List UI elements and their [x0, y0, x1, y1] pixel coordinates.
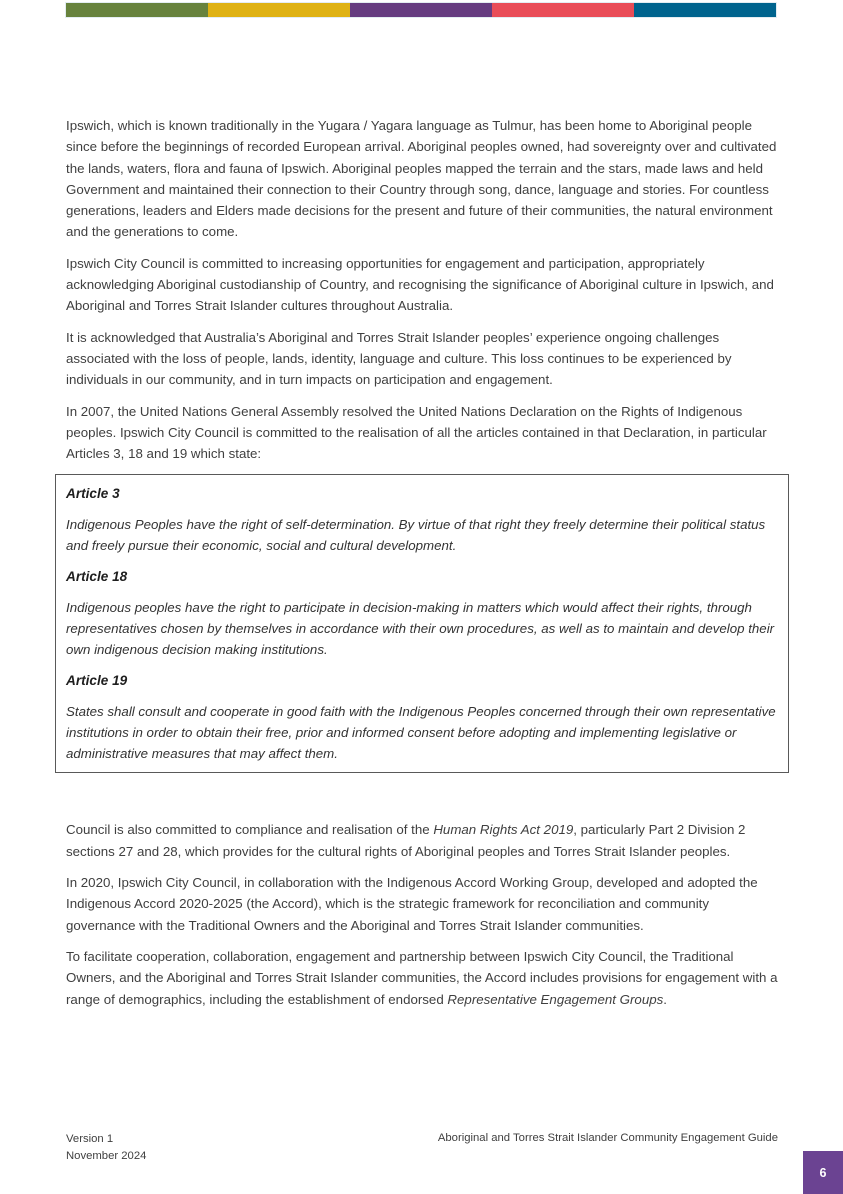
- footer-version: Version 1: [66, 1133, 114, 1145]
- page-number-badge: 6: [803, 1151, 843, 1194]
- body-paragraph-7: [66, 946, 778, 1010]
- body-paragraph-1: Ipswich, which is known traditionally in the Yugara / Yagara language as Tulmur, has been home to Aboriginal people since before the beginnings of recorded European arrival. Aboriginal peoples owned, had sovereignty over and cultivated the lands, waters, flora and fauna of Ipswich. Aboriginal peoples mapped the terrain and the stars, made laws and held Government and maintained their connection to their Country through song, dance, language and stories. For countless generations, leaders and Elders made decisions for the present and future of their communities, the natural environment and the generations to come.: [66, 118, 777, 240]
- paragraph-7-text-end: .: [663, 991, 667, 1007]
- article-19-heading: Article 19: [66, 673, 128, 689]
- bar-segment-gold: [208, 3, 350, 17]
- human-rights-act-italic: Human Rights Act 2019: [433, 822, 574, 838]
- article-3-heading: Article 3: [66, 486, 120, 502]
- body-paragraph-3: It is acknowledged that Australia’s Aboriginal and Torres Strait Islander peoples’ experience ongoing challenges associated with the loss of people, lands, identity, language and culture. This loss continues to be experienced by individuals in our community, and in turn impacts on participation and engagement.: [66, 329, 732, 388]
- article-19-text: States shall consult and cooperate in good faith with the Indigenous Peoples concerned through their own representative institutions in order to obtain their free, prior and informed consent before adopting and implementing legislative or administrative measures that may affect them.: [66, 704, 776, 762]
- article-18-text: Indigenous peoples have the right to participate in decision-making in matters which would affect their rights, through representatives chosen by themselves in accordance with their own procedures, as well as to maintain and develop their own indigenous decision making institutions.: [66, 600, 775, 658]
- body-paragraph-5: [66, 819, 778, 862]
- article-18-heading: Article 18: [66, 569, 128, 585]
- body-paragraph-4: In 2007, the United Nations General Assembly resolved the United Nations Declaration on the Rights of Indigenous peoples. Ipswich City Council is committed to the realisation of all the articles contained in that Declaration, in particular Articles 3, 18 and 19 which state:: [66, 403, 767, 462]
- paragraph-5-text: Council is also committed to compliance and realisation of the: [66, 822, 434, 838]
- un-declaration-articles-box: [55, 474, 789, 773]
- body-paragraph-6: In 2020, Ipswich City Council, in collaboration with the Indigenous Accord Working Group, developed and adopted the Indigenous Accord 2020-2025 (the Accord), which is the strategic framework for reconciliation and community governance with the Traditional Owners and the Aboriginal and Torres Strait Islander communities.: [66, 875, 758, 933]
- page-content: [66, 115, 778, 1020]
- bar-segment-teal: [634, 3, 776, 17]
- brand-color-bar: [66, 3, 776, 17]
- footer-version-block: [66, 1131, 146, 1164]
- representative-engagement-groups-italic: Representative Engagement Groups: [447, 991, 664, 1007]
- article-3-text: Indigenous Peoples have the right of self-determination. By virtue of that right they freely determine their political status and freely pursue their economic, social and cultural development.: [66, 517, 766, 554]
- paragraph-7-text: To facilitate cooperation, collaboration, engagement and partnership between Ipswich City Council, the Traditional Owners, and the Aboriginal and Torres Strait Islander communities, the Accord includes provisions for engagement with a range of demographics, including the establishment of endorsed: [66, 948, 778, 1007]
- footer-document-title: Aboriginal and Torres Strait Islander Community Engagement Guide: [437, 1132, 778, 1144]
- paragraph-5-text-end: , particularly Part 2 Division 2 sections 27 and 28, which provides for the cultural rights of Aboriginal peoples and Torres Strait Islander peoples.: [66, 822, 746, 859]
- footer-date: November 2024: [66, 1149, 147, 1162]
- bar-segment-red: [492, 3, 634, 17]
- bar-segment-purple: [350, 3, 492, 17]
- bar-segment-green: [66, 3, 208, 17]
- body-paragraph-2: Ipswich City Council is committed to increasing opportunities for engagement and participation, appropriately acknowledging Aboriginal custodianship of Country, and recognising the significance of Aboriginal culture in Ipswich, and Aboriginal and Torres Strait Islander cultures throughout Australia.: [66, 255, 774, 314]
